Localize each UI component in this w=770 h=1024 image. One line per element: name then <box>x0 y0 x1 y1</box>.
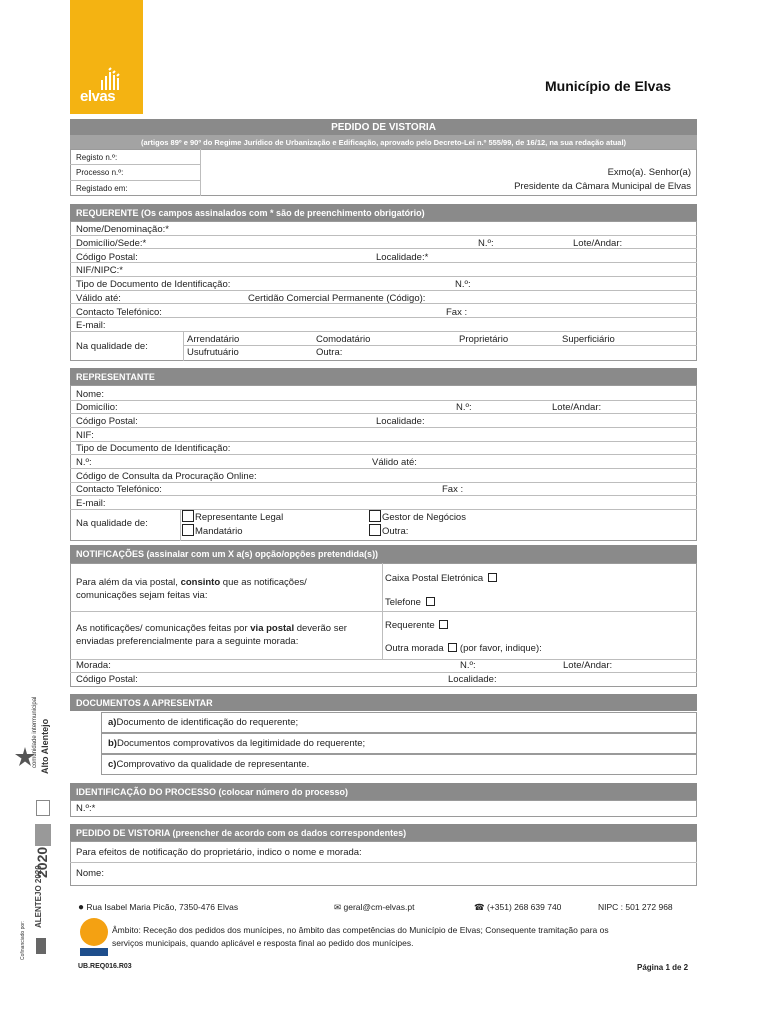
rep-numero-label: N.º: <box>456 402 472 413</box>
req-tipo-documento-label: Tipo de Documento de Identificação: <box>76 279 231 290</box>
processo-numero-label: N.º:* <box>76 803 96 814</box>
postal-line1: As notificações/ comunicações feitas por via postal deverão ser <box>76 623 347 634</box>
opt-caixa-postal[interactable]: Caixa Postal Eletrónica <box>385 573 497 584</box>
checkbox-icon[interactable] <box>182 510 194 522</box>
req-email-label: E-mail: <box>76 320 106 331</box>
logo-wordmark: elvas <box>80 88 116 105</box>
req-opt-comodatario[interactable]: Comodatário <box>316 334 371 345</box>
addressee-line2: Presidente da Câmara Municipal de Elvas <box>514 181 691 192</box>
documento-item: b) Documentos comprovativos da legitimidade do requerente; <box>101 733 697 754</box>
checkbox-icon[interactable] <box>182 524 194 536</box>
registo-label: Registo n.º: <box>76 153 118 162</box>
rep-domicilio-label: Domicílio: <box>76 402 118 413</box>
req-qualidade-label: Na qualidade de: <box>76 341 148 352</box>
rep-valido-label: Válido até: <box>372 457 417 468</box>
identificacao-title: IDENTIFICAÇÃO DO PROCESSO (colocar número do processo) <box>70 783 697 800</box>
registado-label: Registado em: <box>76 184 128 193</box>
rep-contacto-label: Contacto Telefónico: <box>76 484 162 495</box>
req-opt-superficiario[interactable]: Superficiário <box>562 334 615 345</box>
page-number: Página 1 de 2 <box>637 963 689 972</box>
rep-lote-label: Lote/Andar: <box>552 402 602 413</box>
rep-numero2-label: N.º: <box>76 457 92 468</box>
consent-line1: Para além da via postal, consinto que as notificações/ <box>76 577 307 588</box>
checkbox-icon[interactable] <box>488 573 497 582</box>
footer-email[interactable]: ✉ geral@cm-elvas.pt <box>334 902 415 912</box>
phone-icon: ☎ <box>474 902 485 912</box>
req-codigo-postal-label: Código Postal: <box>76 252 138 263</box>
rep-localidade-label: Localidade: <box>376 416 425 427</box>
morada-lote-label: Lote/Andar: <box>563 660 613 671</box>
morada-codigo-postal-label: Código Postal: <box>76 674 138 685</box>
form-title: PEDIDO DE VISTORIA <box>70 119 697 135</box>
certification-badge-icon <box>80 918 108 946</box>
checkbox-icon[interactable] <box>369 524 381 536</box>
alto-alentejo-logo <box>14 688 54 778</box>
consent-line2: comunicações sejam feitas via: <box>76 590 208 601</box>
footer-address: ● Rua Isabel Maria Picão, 7350-476 Elvas <box>78 902 239 913</box>
alentejo-2020-logo: ALENTEJO 2020 <box>34 865 43 928</box>
checkbox-icon[interactable] <box>369 510 381 522</box>
opt-outra-morada[interactable]: Outra morada (por favor, indique): <box>385 643 542 654</box>
rep-opt-representante-legal[interactable]: Representante Legal <box>182 510 283 523</box>
morada-numero-label: N.º: <box>460 660 476 671</box>
institutional-seal-icon <box>36 800 50 816</box>
ambito-line2: serviços municipais, quando aplicável e resposta final ao pedido dos munícipes. <box>112 938 414 948</box>
alto-alentejo-name: Alto Alentejo <box>40 718 50 774</box>
notificacoes-title: NOTIFICAÇÕES (assinalar com um X a(s) opção/opções pretendida(s)) <box>70 545 697 563</box>
checkbox-icon[interactable] <box>426 597 435 606</box>
addressee-line1: Exmo(a). Senhor(a) <box>607 167 691 178</box>
rep-opt-outra[interactable]: Outra: <box>369 524 408 537</box>
document-code: UB.REQ016.R03 <box>78 963 132 970</box>
rep-opt-gestor[interactable]: Gestor de Negócios <box>369 510 466 523</box>
opt-requerente[interactable]: Requerente <box>385 620 448 631</box>
rep-codigo-postal-label: Código Postal: <box>76 416 138 427</box>
req-fax-label: Fax : <box>446 307 468 318</box>
cofinanciado-label: Cofinanciado por: <box>20 920 26 960</box>
rep-codigo-consulta-label: Código de Consulta da Procuração Online: <box>76 471 257 482</box>
req-opt-proprietario[interactable]: Proprietário <box>459 334 509 345</box>
morada-label: Morada: <box>76 660 111 671</box>
location-pin-icon: ● <box>78 902 85 913</box>
req-valido-label: Válido até: <box>76 293 121 304</box>
req-opt-outra[interactable]: Outra: <box>316 347 343 358</box>
req-numero-label: N.º: <box>478 238 494 249</box>
representante-title: REPRESENTANTE <box>70 368 697 385</box>
req-nif-label: NIF/NIPC:* <box>76 265 123 276</box>
portugal-2020-logo: 2020 <box>34 846 50 878</box>
req-domicilio-label: Domicílio/Sede:* <box>76 238 147 249</box>
req-localidade-label: Localidade:* <box>376 252 429 263</box>
documento-item: a) Documento de identificação do requerente; <box>101 712 697 733</box>
req-nome-label: Nome/Denominação:* <box>76 224 169 235</box>
footer-phone: ☎ (+351) 268 639 740 <box>474 902 562 912</box>
documentos-title: DOCUMENTOS A APRESENTAR <box>70 694 697 711</box>
certification-banner-icon <box>80 948 108 956</box>
elvas-logo <box>70 0 143 114</box>
pedido-nome-label: Nome: <box>76 868 104 879</box>
req-numero2-label: N.º: <box>455 279 471 290</box>
opt-telefone[interactable]: Telefone <box>385 597 435 608</box>
req-opt-usufrutuario[interactable]: Usufrutuário <box>187 347 239 358</box>
req-contacto-label: Contacto Telefónico: <box>76 307 162 318</box>
postal-line2: enviadas preferencialmente para a seguinte morada: <box>76 636 299 647</box>
checkbox-icon[interactable] <box>448 643 457 652</box>
rep-tipo-documento-label: Tipo de Documento de Identificação: <box>76 443 231 454</box>
rep-fax-label: Fax : <box>442 484 464 495</box>
pedido-text: Para efeitos de notificação do proprietário, indico o nome e morada: <box>76 847 362 858</box>
morada-localidade-label: Localidade: <box>448 674 497 685</box>
rep-qualidade-label: Na qualidade de: <box>76 518 148 529</box>
req-lote-label: Lote/Andar: <box>573 238 623 249</box>
pedido-title: PEDIDO DE VISTORIA (preencher de acordo com os dados correspondentes) <box>70 824 697 841</box>
req-opt-arrendatario[interactable]: Arrendatário <box>187 334 240 345</box>
rep-opt-mandatario[interactable]: Mandatário <box>182 524 243 537</box>
ambito-line1: Âmbito: Receção dos pedidos dos munícipes, no âmbito das competências do Município de Elvas; Consequente tramitação para os <box>112 925 609 935</box>
requerente-title: REQUERENTE (Os campos assinalados com * são de preenchimento obrigatório) <box>70 204 697 221</box>
alentejo-mark-icon <box>36 938 46 954</box>
eu-flag-icon <box>35 824 51 846</box>
municipality-title: Município de Elvas <box>545 78 672 94</box>
rep-nome-label: Nome: <box>76 389 104 400</box>
identificacao-box <box>70 800 697 817</box>
req-certidao-label: Certidão Comercial Permanente (Código): <box>248 293 426 304</box>
processo-label: Processo n.º: <box>76 168 124 177</box>
envelope-icon: ✉ <box>334 902 342 912</box>
rep-email-label: E-mail: <box>76 498 106 509</box>
documento-item: c) Comprovativo da qualidade de representante. <box>101 754 697 775</box>
form-subtitle: (artigos 89º e 90º do Regime Jurídico de Urbanização e Edificação, aprovado pelo Decreto-Lei n.º 555/99, de 16/12, na sua redação atual) <box>70 135 697 149</box>
alto-alentejo-caption: comunidade intermunicipal <box>32 696 38 768</box>
footer-nipc: NIPC : 501 272 968 <box>598 902 673 912</box>
checkbox-icon[interactable] <box>439 620 448 629</box>
rep-nif-label: NIF: <box>76 430 94 441</box>
